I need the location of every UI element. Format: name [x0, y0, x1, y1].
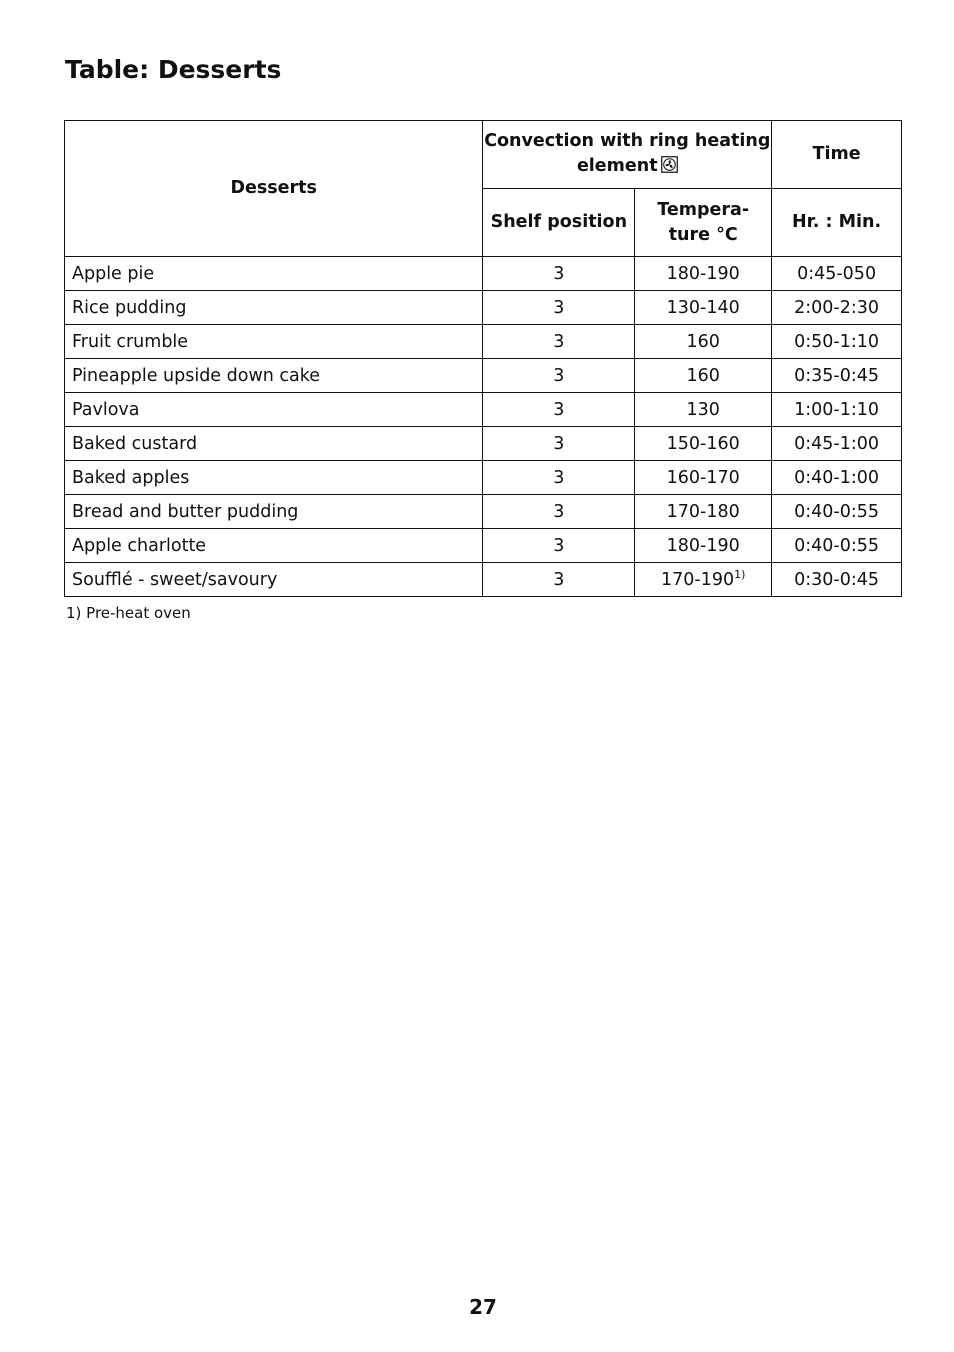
- header-temperature-line2: ture °C: [668, 224, 738, 245]
- shelf-position-cell-value: 3: [553, 399, 565, 420]
- time-cell-value: 0:40-0:55: [794, 501, 880, 522]
- dessert-name-cell: [65, 393, 483, 427]
- temperature-cell: [635, 325, 772, 359]
- temperature-cell-value: 180-190: [666, 535, 740, 556]
- table-row: [65, 359, 902, 393]
- shelf-position-cell-value: 3: [553, 331, 565, 352]
- shelf-position-cell: [483, 495, 635, 529]
- shelf-position-cell-value: 3: [553, 297, 565, 318]
- shelf-position-cell: [483, 325, 635, 359]
- temperature-cell-value: 170-180: [666, 501, 740, 522]
- dessert-name-cell: [65, 325, 483, 359]
- shelf-position-cell: [483, 461, 635, 495]
- shelf-position-cell-value: 3: [553, 535, 565, 556]
- temperature-cell-value: 160-170: [666, 467, 740, 488]
- temperature-cell-value: 130-140: [666, 297, 740, 318]
- dessert-name-cell: [65, 563, 483, 597]
- footnote-marker: 1): [734, 567, 746, 581]
- header-desserts: Desserts: [65, 121, 483, 257]
- header-mode: [483, 121, 772, 189]
- dessert-name-cell-value: Apple charlotte: [72, 535, 207, 556]
- temperature-cell: [635, 529, 772, 563]
- table-header-row: [65, 121, 902, 189]
- temperature-cell: [635, 461, 772, 495]
- table-row: [65, 529, 902, 563]
- temperature-cell-value: 130: [686, 399, 720, 420]
- time-cell-value: 0:50-1:10: [794, 331, 880, 352]
- table-row: [65, 325, 902, 359]
- dessert-name-cell: [65, 257, 483, 291]
- shelf-position-cell-value: 3: [553, 263, 565, 284]
- time-cell: [772, 257, 902, 291]
- time-cell: [772, 495, 902, 529]
- header-temperature: [635, 189, 772, 257]
- temperature-cell: [635, 359, 772, 393]
- temperature-cell: [635, 495, 772, 529]
- dessert-name-cell-value: Baked apples: [72, 467, 190, 488]
- time-cell: [772, 427, 902, 461]
- temperature-cell-value: 160: [686, 331, 720, 352]
- header-mode-label: Convection with ring heating element: [484, 130, 771, 176]
- time-cell: [772, 529, 902, 563]
- temperature-cell-value: 160: [686, 365, 720, 386]
- time-cell-value: 0:30-0:45: [794, 569, 880, 590]
- dessert-name-cell: [65, 427, 483, 461]
- temperature-cell-value: 150-160: [666, 433, 740, 454]
- table-row: [65, 291, 902, 325]
- table-row: [65, 495, 902, 529]
- temperature-cell: [635, 291, 772, 325]
- time-cell-value: 0:40-1:00: [794, 467, 880, 488]
- shelf-position-cell: [483, 359, 635, 393]
- time-cell-value: 1:00-1:10: [794, 399, 880, 420]
- dessert-name-cell-value: Fruit crumble: [72, 331, 189, 352]
- time-cell: [772, 359, 902, 393]
- shelf-position-cell: [483, 563, 635, 597]
- shelf-position-cell-value: 3: [553, 569, 565, 590]
- dessert-name-cell-value: Pavlova: [72, 399, 140, 420]
- page-title: Table: Desserts: [65, 55, 282, 84]
- temperature-cell-value: 180-190: [666, 263, 740, 284]
- dessert-name-cell-value: Pineapple upside down cake: [72, 365, 321, 386]
- shelf-position-cell-value: 3: [553, 365, 565, 386]
- shelf-position-cell: [483, 257, 635, 291]
- dessert-name-cell: [65, 495, 483, 529]
- temperature-cell: [635, 427, 772, 461]
- dessert-name-cell-value: Rice pudding: [72, 297, 187, 318]
- temperature-cell: [635, 563, 772, 597]
- shelf-position-cell: [483, 529, 635, 563]
- temperature-cell: [635, 257, 772, 291]
- dessert-name-cell-value: Soufflé - sweet/savoury: [72, 569, 278, 590]
- table-body: [65, 257, 902, 597]
- time-cell: [772, 461, 902, 495]
- temperature-cell: [635, 393, 772, 427]
- page-number: 27: [469, 1295, 497, 1319]
- dessert-name-cell-value: Apple pie: [72, 263, 155, 284]
- temperature-cell-value: 170-190: [660, 569, 735, 590]
- time-cell-value: 0:45-1:00: [794, 433, 880, 454]
- shelf-position-cell: [483, 393, 635, 427]
- fan-ring-heating-icon: [661, 156, 678, 181]
- time-cell: [772, 325, 902, 359]
- shelf-position-cell-value: 3: [553, 501, 565, 522]
- dessert-name-cell: [65, 529, 483, 563]
- desserts-table: [64, 120, 902, 597]
- dessert-name-cell: [65, 359, 483, 393]
- shelf-position-cell-value: 3: [553, 467, 565, 488]
- table-row: [65, 257, 902, 291]
- dessert-name-cell-value: Bread and butter pudding: [72, 501, 299, 522]
- time-cell-value: 0:45-050: [797, 263, 877, 284]
- header-hr-min: Hr. : Min.: [772, 189, 902, 257]
- shelf-position-cell: [483, 427, 635, 461]
- table-row: [65, 427, 902, 461]
- shelf-position-cell: [483, 291, 635, 325]
- dessert-name-cell: [65, 291, 483, 325]
- table-row: [65, 563, 902, 597]
- time-cell: [772, 291, 902, 325]
- header-temperature-line1: Tempera-: [657, 199, 750, 220]
- table-row: [65, 393, 902, 427]
- dessert-name-cell: [65, 461, 483, 495]
- footnote: 1) Pre-heat oven: [66, 604, 191, 622]
- time-cell: [772, 393, 902, 427]
- time-cell-value: 0:40-0:55: [794, 535, 880, 556]
- dessert-name-cell-value: Baked custard: [72, 433, 198, 454]
- header-time: Time: [772, 121, 902, 189]
- header-shelf-position: Shelf position: [483, 189, 635, 257]
- time-cell-value: 2:00-2:30: [794, 297, 880, 318]
- shelf-position-cell-value: 3: [553, 433, 565, 454]
- table-row: [65, 461, 902, 495]
- time-cell-value: 0:35-0:45: [794, 365, 880, 386]
- time-cell: [772, 563, 902, 597]
